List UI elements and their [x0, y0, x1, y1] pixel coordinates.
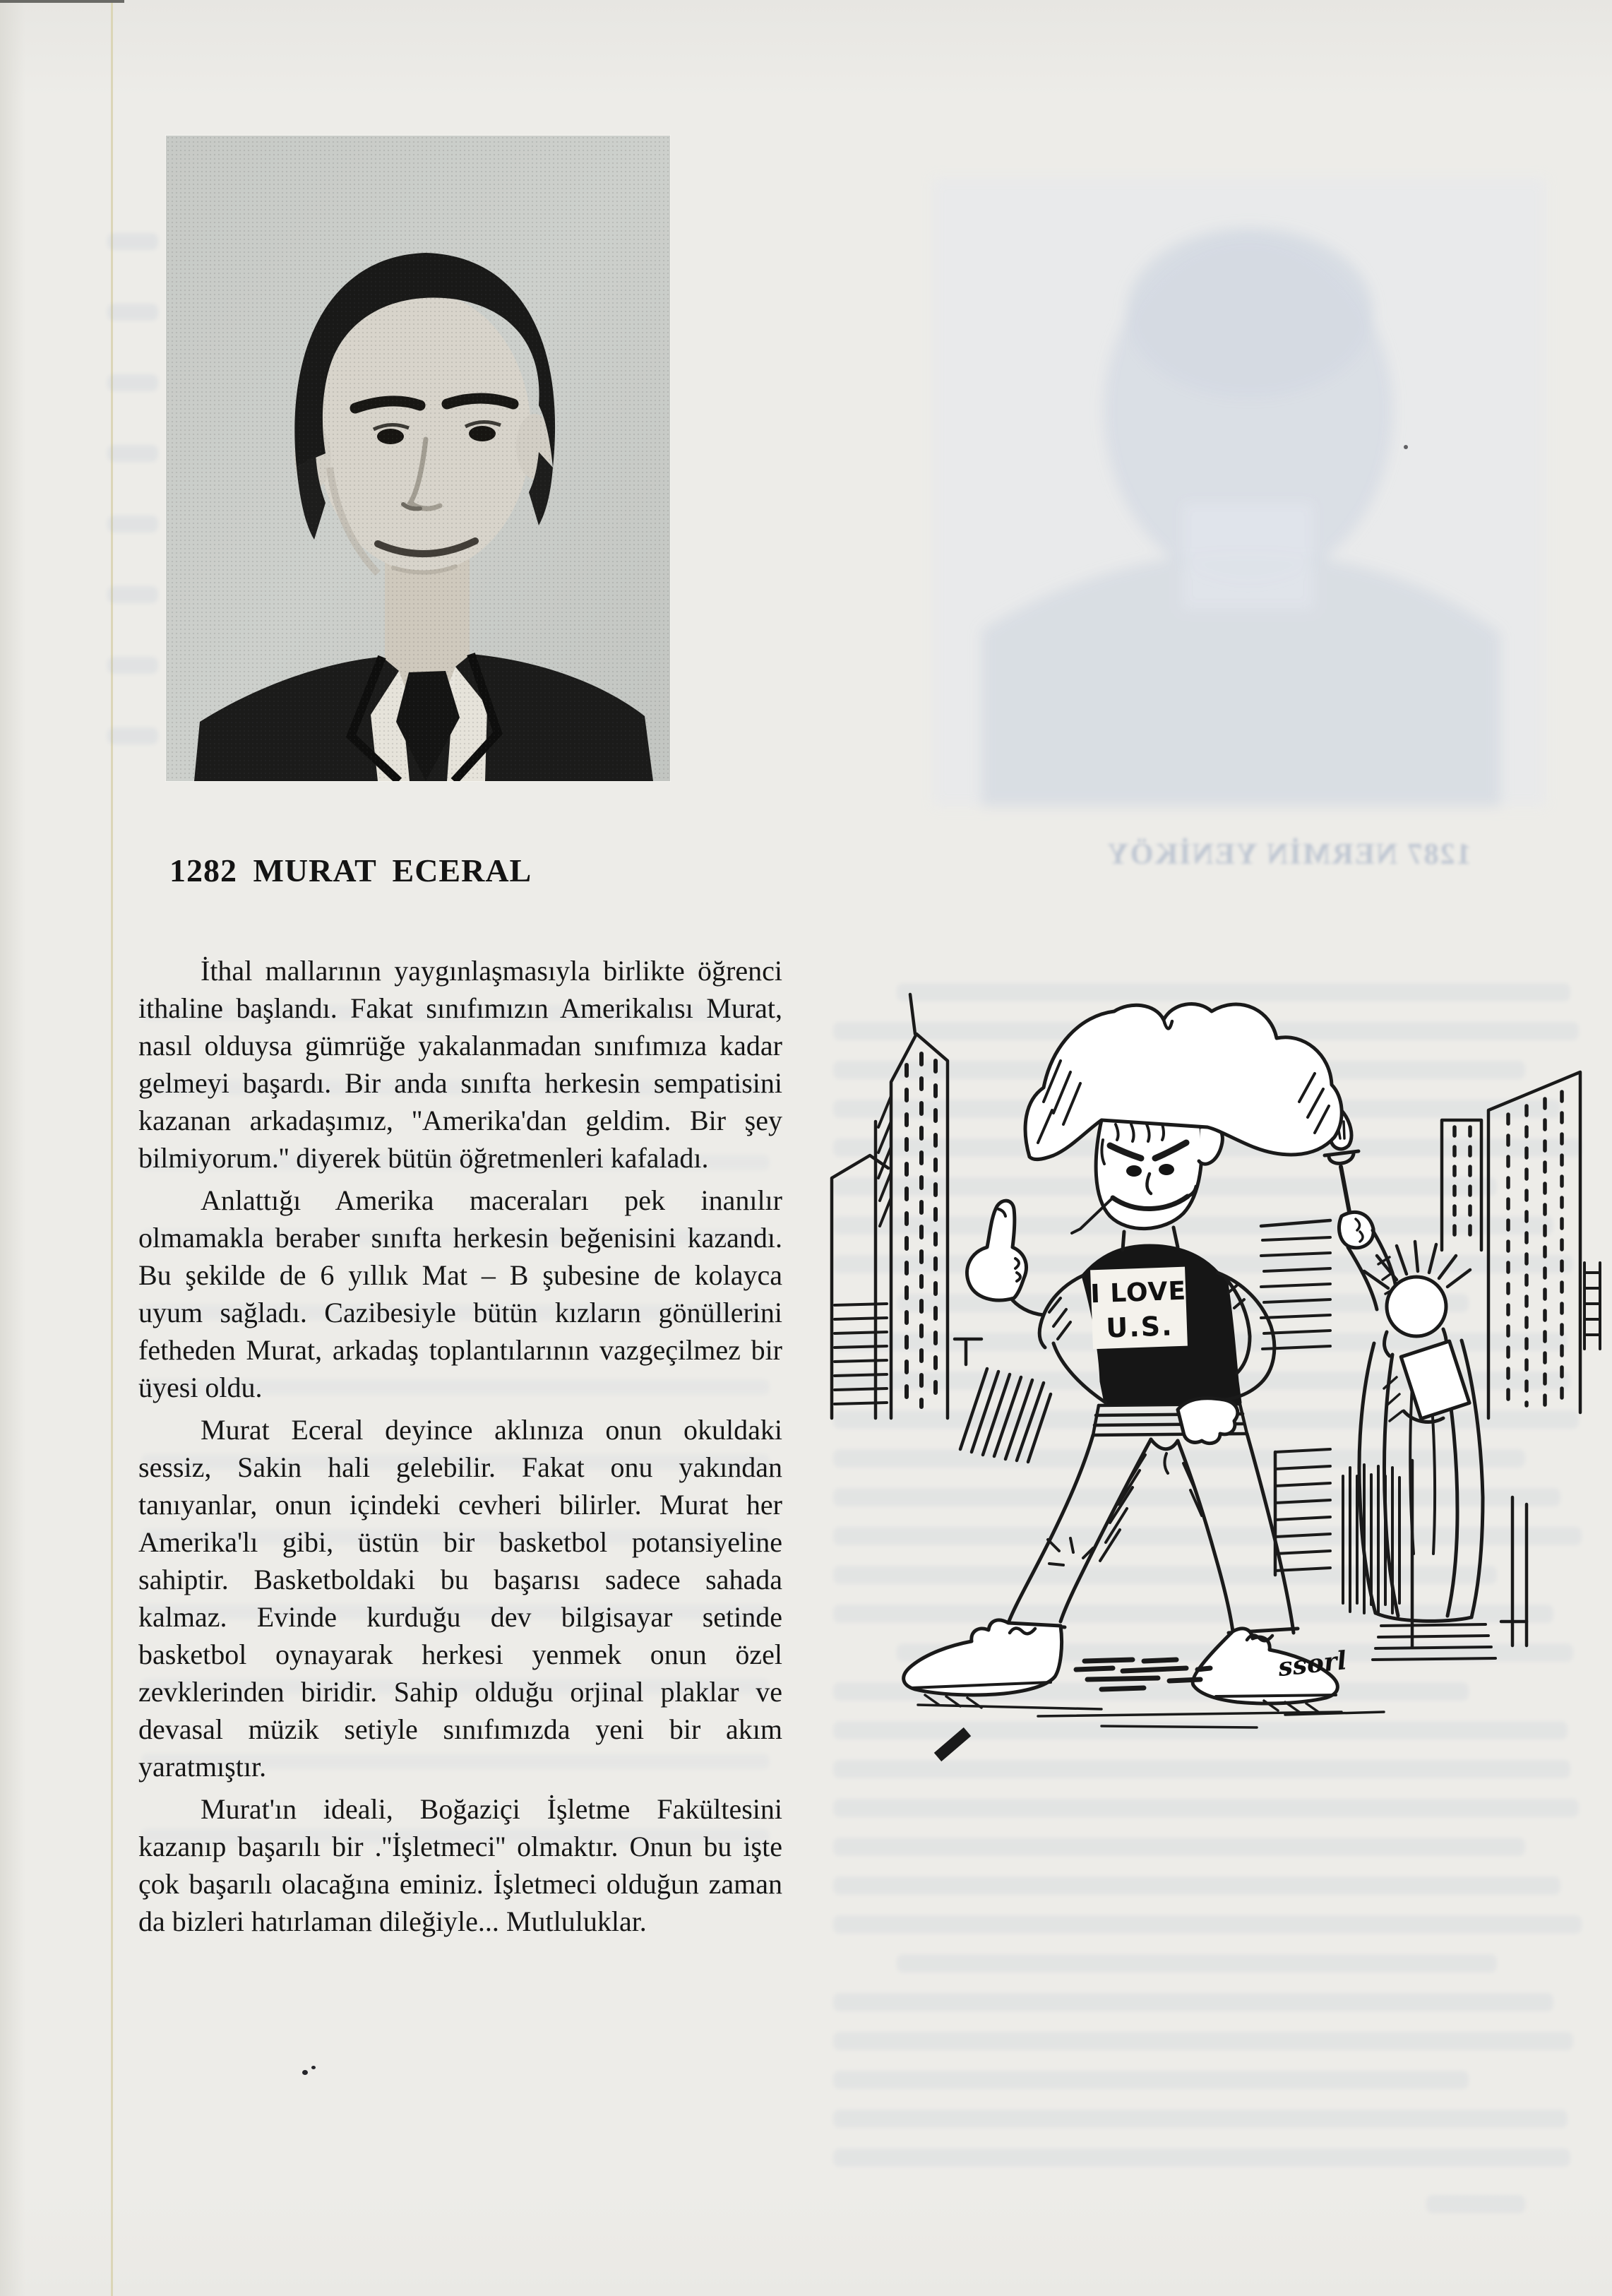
ghost-text-fragment — [107, 516, 158, 533]
ghost-text-fragment — [107, 727, 158, 744]
skyscraper-left-group — [832, 994, 1051, 1462]
ghost-text-fragment — [107, 374, 158, 391]
ghost-text-line — [833, 2148, 1570, 2167]
ghost-text-line — [833, 1915, 1582, 1934]
bio-paragraph: Murat Eceral deyince aklınıza onun okuldaki sessiz, Sakin hali gelebilir. Fakat onu yakından tanıyanlar, onun içindeki cevheri bilirler. Murat her Amerika'lı gibi, üstün bir basketbol potansiyeline sahiptir. Basketboldaki bu başarısı sadece sahada kalmaz. Evinde kurduğu dev bilgisayar setinde basketbol oynayarak herkesi yenmek onun özel zevklerinden biridir. Sahip olduğu orjinal plaklar ve devasal müzik setiyle sınıfımızda yeni bir akım yaratmıştır. — [138, 1414, 782, 1783]
bio-text — [138, 952, 782, 1945]
cartoon-illustration — [798, 975, 1603, 1822]
ghost-text-fragment — [107, 304, 158, 321]
binding-crease — [111, 0, 113, 2296]
ghost-text-fragment — [107, 445, 158, 462]
student-heading: 1282 MURAT ECERAL — [169, 852, 532, 888]
ghost-text-line — [897, 1954, 1497, 1973]
ghost-photo — [932, 178, 1546, 807]
ink-speck — [311, 2066, 316, 2069]
ground-shading — [1076, 1660, 1210, 1689]
scan-edge — [0, 0, 124, 3]
ghost-text-line — [833, 1838, 1525, 1856]
ghost-reverse-heading: 1287 NERMİN YENİKÖY — [1106, 838, 1471, 871]
cowboy-face — [1072, 1119, 1222, 1233]
shirt-sign — [1089, 1267, 1188, 1350]
ghost-text-line — [833, 1876, 1560, 1895]
ghost-text-line — [1426, 2195, 1525, 2213]
ghost-text-line — [833, 2071, 1469, 2089]
ghost-text-line — [833, 2032, 1573, 2050]
student-photo — [166, 136, 670, 781]
jeans — [1003, 1434, 1298, 1633]
shirt-text-line1: I LOVE — [1089, 1276, 1187, 1309]
artist-signature: ssorl — [1277, 1646, 1349, 1683]
ghost-text-line — [833, 2110, 1568, 2128]
ghost-text-line — [833, 1993, 1553, 2011]
ghost-text-fragment — [107, 657, 158, 674]
ghost-text-fragment — [107, 233, 158, 250]
bio-paragraph: Anlattığı Amerika maceraları pek inanılır olmamakla beraber sınıfta herkesin beğenisini kazandı. Bu şekilde de 6 yıllık Mat – B şubesine de kolayca uyum sağladı. Cazibesiyle bütün kızların gönüllerini fetheden Murat, arkadaş toplantılarının vazgeçilmez bir üyesi oldu. — [138, 1184, 782, 1403]
shirt-text-line2: U.S. — [1105, 1310, 1174, 1344]
thumbs-up-arm — [967, 1201, 1106, 1403]
cowboy-character — [904, 1004, 1384, 1727]
ink-speck — [1404, 445, 1408, 449]
ink-slash — [938, 1732, 967, 1757]
page-edge-shade — [0, 0, 25, 2296]
bio-paragraph: İthal mallarının yaygınlaşmasıyla birlikte öğrenci ithaline başlandı. Fakat sınıfımızın Amerikalısı Murat, nasıl olduysa gümrüğe yakalanmadan sınıfımıza kadar gelmeyi başardı. Bir anda sınıfta herkesin sempatisini kazanan arkadaşımız, ''Amerika'dan geldim. Bir şey bilmiyorum.'' diyerek bütün öğretmenleri kafaladı. — [138, 955, 782, 1174]
ink-speck — [302, 2070, 308, 2075]
ghost-text-fragment — [107, 586, 158, 603]
bio-paragraph: Murat'ın ideali, Boğaziçi İşletme Fakültesini kazanıp başarılı bir .''İşletmeci'' olmaktır. Onun bu işte çok başarılı olacağına eminiz. İşletmeci olduğun zaman da bizleri hatırlaman dileğiyle... Mutluluklar. — [138, 1793, 782, 1937]
